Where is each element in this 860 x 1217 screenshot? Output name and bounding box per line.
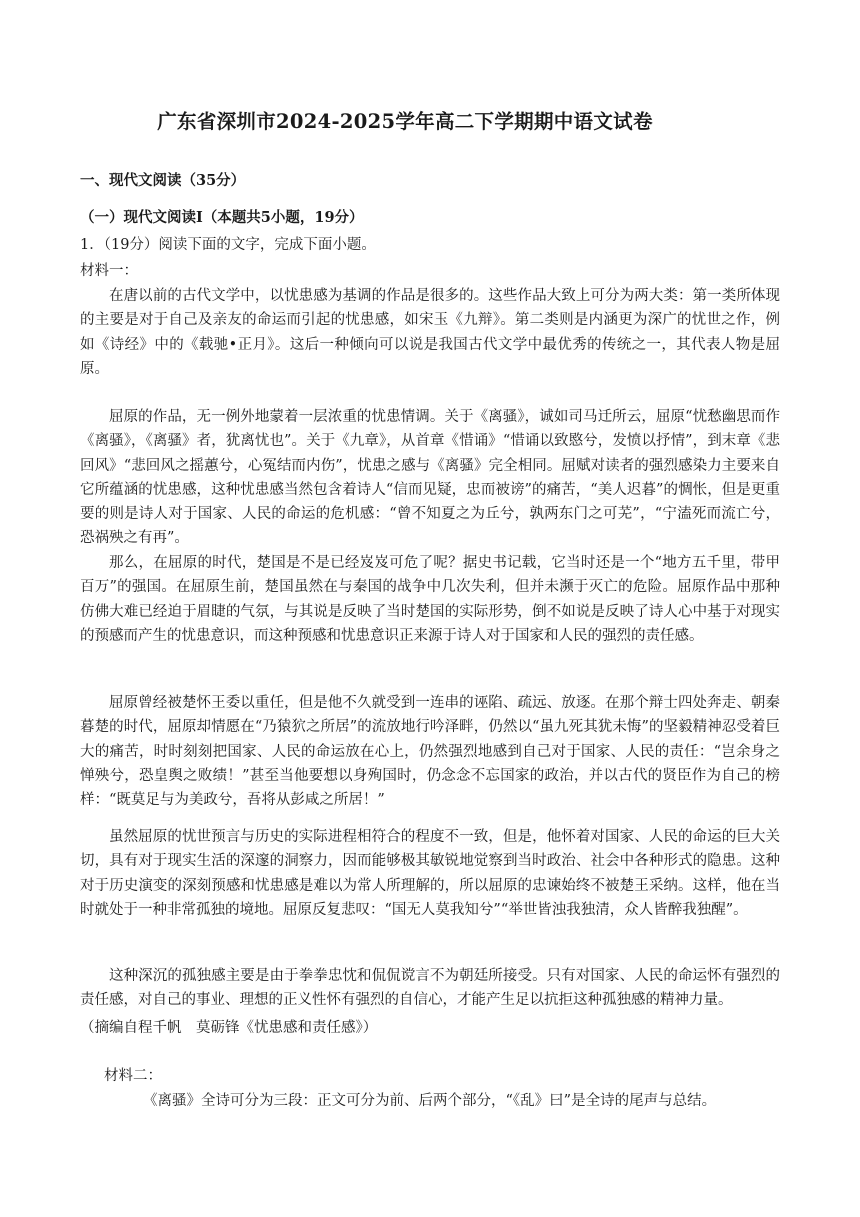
paragraph: 屈原的作品，无一例外地蒙着一层浓重的忧患情调。关于《离骚》，诚如司马迁所云，屈原“忧愁幽思而作《离骚》，《离骚》者，犹离忧也”。关于《九章》，从首章《惜诵》“惜诵以致愍兮，发愤以抒情”，到末章《悲回风》“悲回风之摇蕙兮，心冤结而内伤”，忧患之感与《离骚》完全相同。屈赋对读者的强烈感染力主要来自它所蕴涵的忧患感，这种忧患感当然包含着诗人“信而见疑，忠而被谤”的痛苦，“美人迟暮”的惆怅，但是更重要的则是诗人对于国家、人民的命运的危机感：“曾不知夏之为丘兮，孰两东门之可芜”，“宁溘死而流亡兮，恐祸殃之有再”。 — [80, 409, 780, 547]
paragraph: 这种深沉的孤独感主要是由于拳拳忠忱和侃侃谠言不为朝廷所接受。只有对国家、人民的命运怀有强烈的责任感，对自己的事业、理想的正义性怀有强烈的自信心，才能产生足以抗拒这种孤独感的精神力量。 — [80, 968, 780, 1009]
paragraph: 在唐以前的古代文学中，以忧患感为基调的作品是很多的。这些作品大致上可分为两大类：第一类所体现的主要是对于自己及亲友的命运而引起的忧患感，如宋玉《九辩》。第二类则是内涵更为深广的忧世之作，例如《诗经》中的《载驰•正月》。这后一种倾向可以说是我国古代文学中最优秀的传统之一，其代表人物是屈原。 — [80, 288, 780, 377]
source-citation: （摘编自程千帆 莫砺锋《忧患感和责任感》） — [80, 1020, 378, 1036]
subsection-heading: （一）现代文阅读Ⅰ（本题共5小题，19分） — [80, 209, 364, 226]
material-label: 材料一： — [80, 263, 138, 279]
paragraph: 《离骚》全诗可分为三段：正文可分为前、后两个部分，“《乱》曰”是全诗的尾声与总结。 — [143, 1093, 717, 1109]
question-stem: 1．（19分）阅读下面的文字，完成下面小题。 — [80, 237, 376, 253]
page-title: 广东省深圳市2024-2025学年高二下学期期中语文试卷 — [157, 110, 653, 133]
paragraph: 虽然屈原的忧世预言与历史的实际进程相符合的程度不一致，但是，他怀着对国家、人民的命运的巨大关切，具有对于现实生活的深邃的洞察力，因而能够极其敏锐地觉察到当时政治、社会中各种形式的隐患。这种对于历史演变的深刻预感和忧患感是难以为常人所理解的，所以屈原的忠谏始终不被楚王采纳。这样，他在当时就处于一种非常孤独的境地。屈原反复悲叹：“国无人莫我知兮”“举世皆浊我独清，众人皆醉我独醒”。 — [80, 829, 780, 918]
paragraph: 那么，在屈原的时代，楚国是不是已经岌岌可危了呢？据史书记载，它当时还是一个“地方五千里，带甲百万”的强国。在屈原生前，楚国虽然在与秦国的战争中几次失利，但并未濒于灭亡的危险。屈原作品中那种仿佛大难已经迫于眉睫的气氛，与其说是反映了当时楚国的实际形势，倒不如说是反映了诗人心中基于对现实的预感而产生的忧患意识，而这种预感和忧患意识正来源于诗人对于国家和人民的强烈的责任感。 — [80, 555, 780, 644]
section-heading: 一、现代文阅读（35分） — [80, 172, 246, 189]
material-label: 材料二： — [104, 1068, 162, 1084]
paragraph: 屈原曾经被楚怀王委以重任，但是他不久就受到一连串的诬陷、疏远、放逐。在那个辩士四处奔走、朝秦暮楚的时代，屈原却情愿在“乃猿狖之所居”的流放地行吟泽畔，仍然以“虽九死其犹未悔”的坚毅精神忍受着巨大的痛苦，时时刻刻把国家、人民的命运放在心上，仍然强烈地感到自己对于国家、人民的责任：“岂余身之惮殃兮，恐皇舆之败绩！”甚至当他要想以身殉国时，仍念念不忘国家的政治，并以古代的贤臣作为自己的榜样：“既莫足与为美政兮，吾将从彭咸之所居！” — [80, 695, 780, 809]
